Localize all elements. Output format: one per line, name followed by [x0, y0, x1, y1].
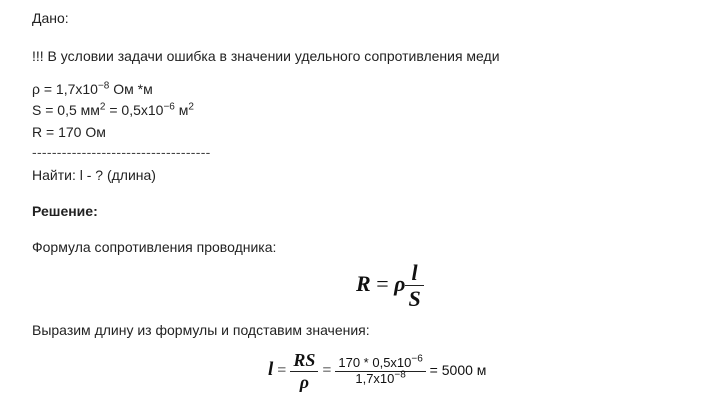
formula1-eq: =: [370, 270, 395, 296]
area-exp-b: −6: [163, 101, 175, 113]
express-caption: Выразим длину из формулы и подставим значения:: [32, 322, 370, 338]
formula2-eq2: =: [318, 361, 336, 379]
formula1-denominator: S: [408, 286, 421, 312]
rho-exponent: −8: [97, 80, 110, 92]
fraction1-numerator: RS: [290, 350, 318, 372]
fraction2-den-text: 1,7x10: [355, 370, 395, 386]
area-part-c: м: [174, 102, 189, 118]
resistance-value: R = 170 Ом: [32, 124, 106, 140]
error-note: !!! В условии задачи ошибка в значении удельного сопротивления меди: [32, 48, 500, 64]
formula1-numerator: l: [405, 260, 423, 286]
formula1-lhs: R: [356, 270, 371, 296]
area-exp-c: 2: [188, 101, 194, 113]
rho-value: [32, 80, 153, 98]
formula1-fraction: [405, 260, 423, 312]
area-exp-a: 2: [99, 101, 106, 113]
formula2-eq1: =: [273, 361, 291, 379]
fraction2-den-exp: −8: [394, 369, 406, 381]
area-value: [32, 101, 194, 119]
formula2-result: = 5000 м: [425, 361, 487, 378]
fraction2-numerator: [335, 353, 425, 372]
formula1-rho: ρ: [394, 270, 406, 296]
area-part-a: S = 0,5 мм: [32, 102, 100, 118]
fraction2-num-exp: −6: [411, 353, 423, 365]
length-formula: [268, 350, 486, 392]
fraction2-denominator: [335, 369, 425, 387]
resistance-formula: [356, 260, 424, 312]
separator-line: ------------------------------------: [32, 144, 211, 160]
formula-caption: Формула сопротивления проводника:: [32, 239, 277, 255]
given-title: Дано:: [32, 10, 69, 26]
find-statement: Найти: l - ? (длина): [32, 167, 156, 183]
fraction2-num-text: 170 * 0,5x10: [338, 354, 412, 370]
formula2-lhs: l: [268, 358, 274, 380]
area-part-b: = 0,5x10: [105, 102, 164, 118]
formula2-fraction1: [290, 350, 318, 392]
fraction1-denominator: ρ: [299, 371, 309, 392]
solution-heading: Решение:: [32, 203, 98, 219]
rho-prefix: ρ = 1,7x10: [32, 81, 98, 97]
rho-unit: Ом *м: [109, 81, 153, 97]
formula2-fraction2: [335, 353, 425, 387]
